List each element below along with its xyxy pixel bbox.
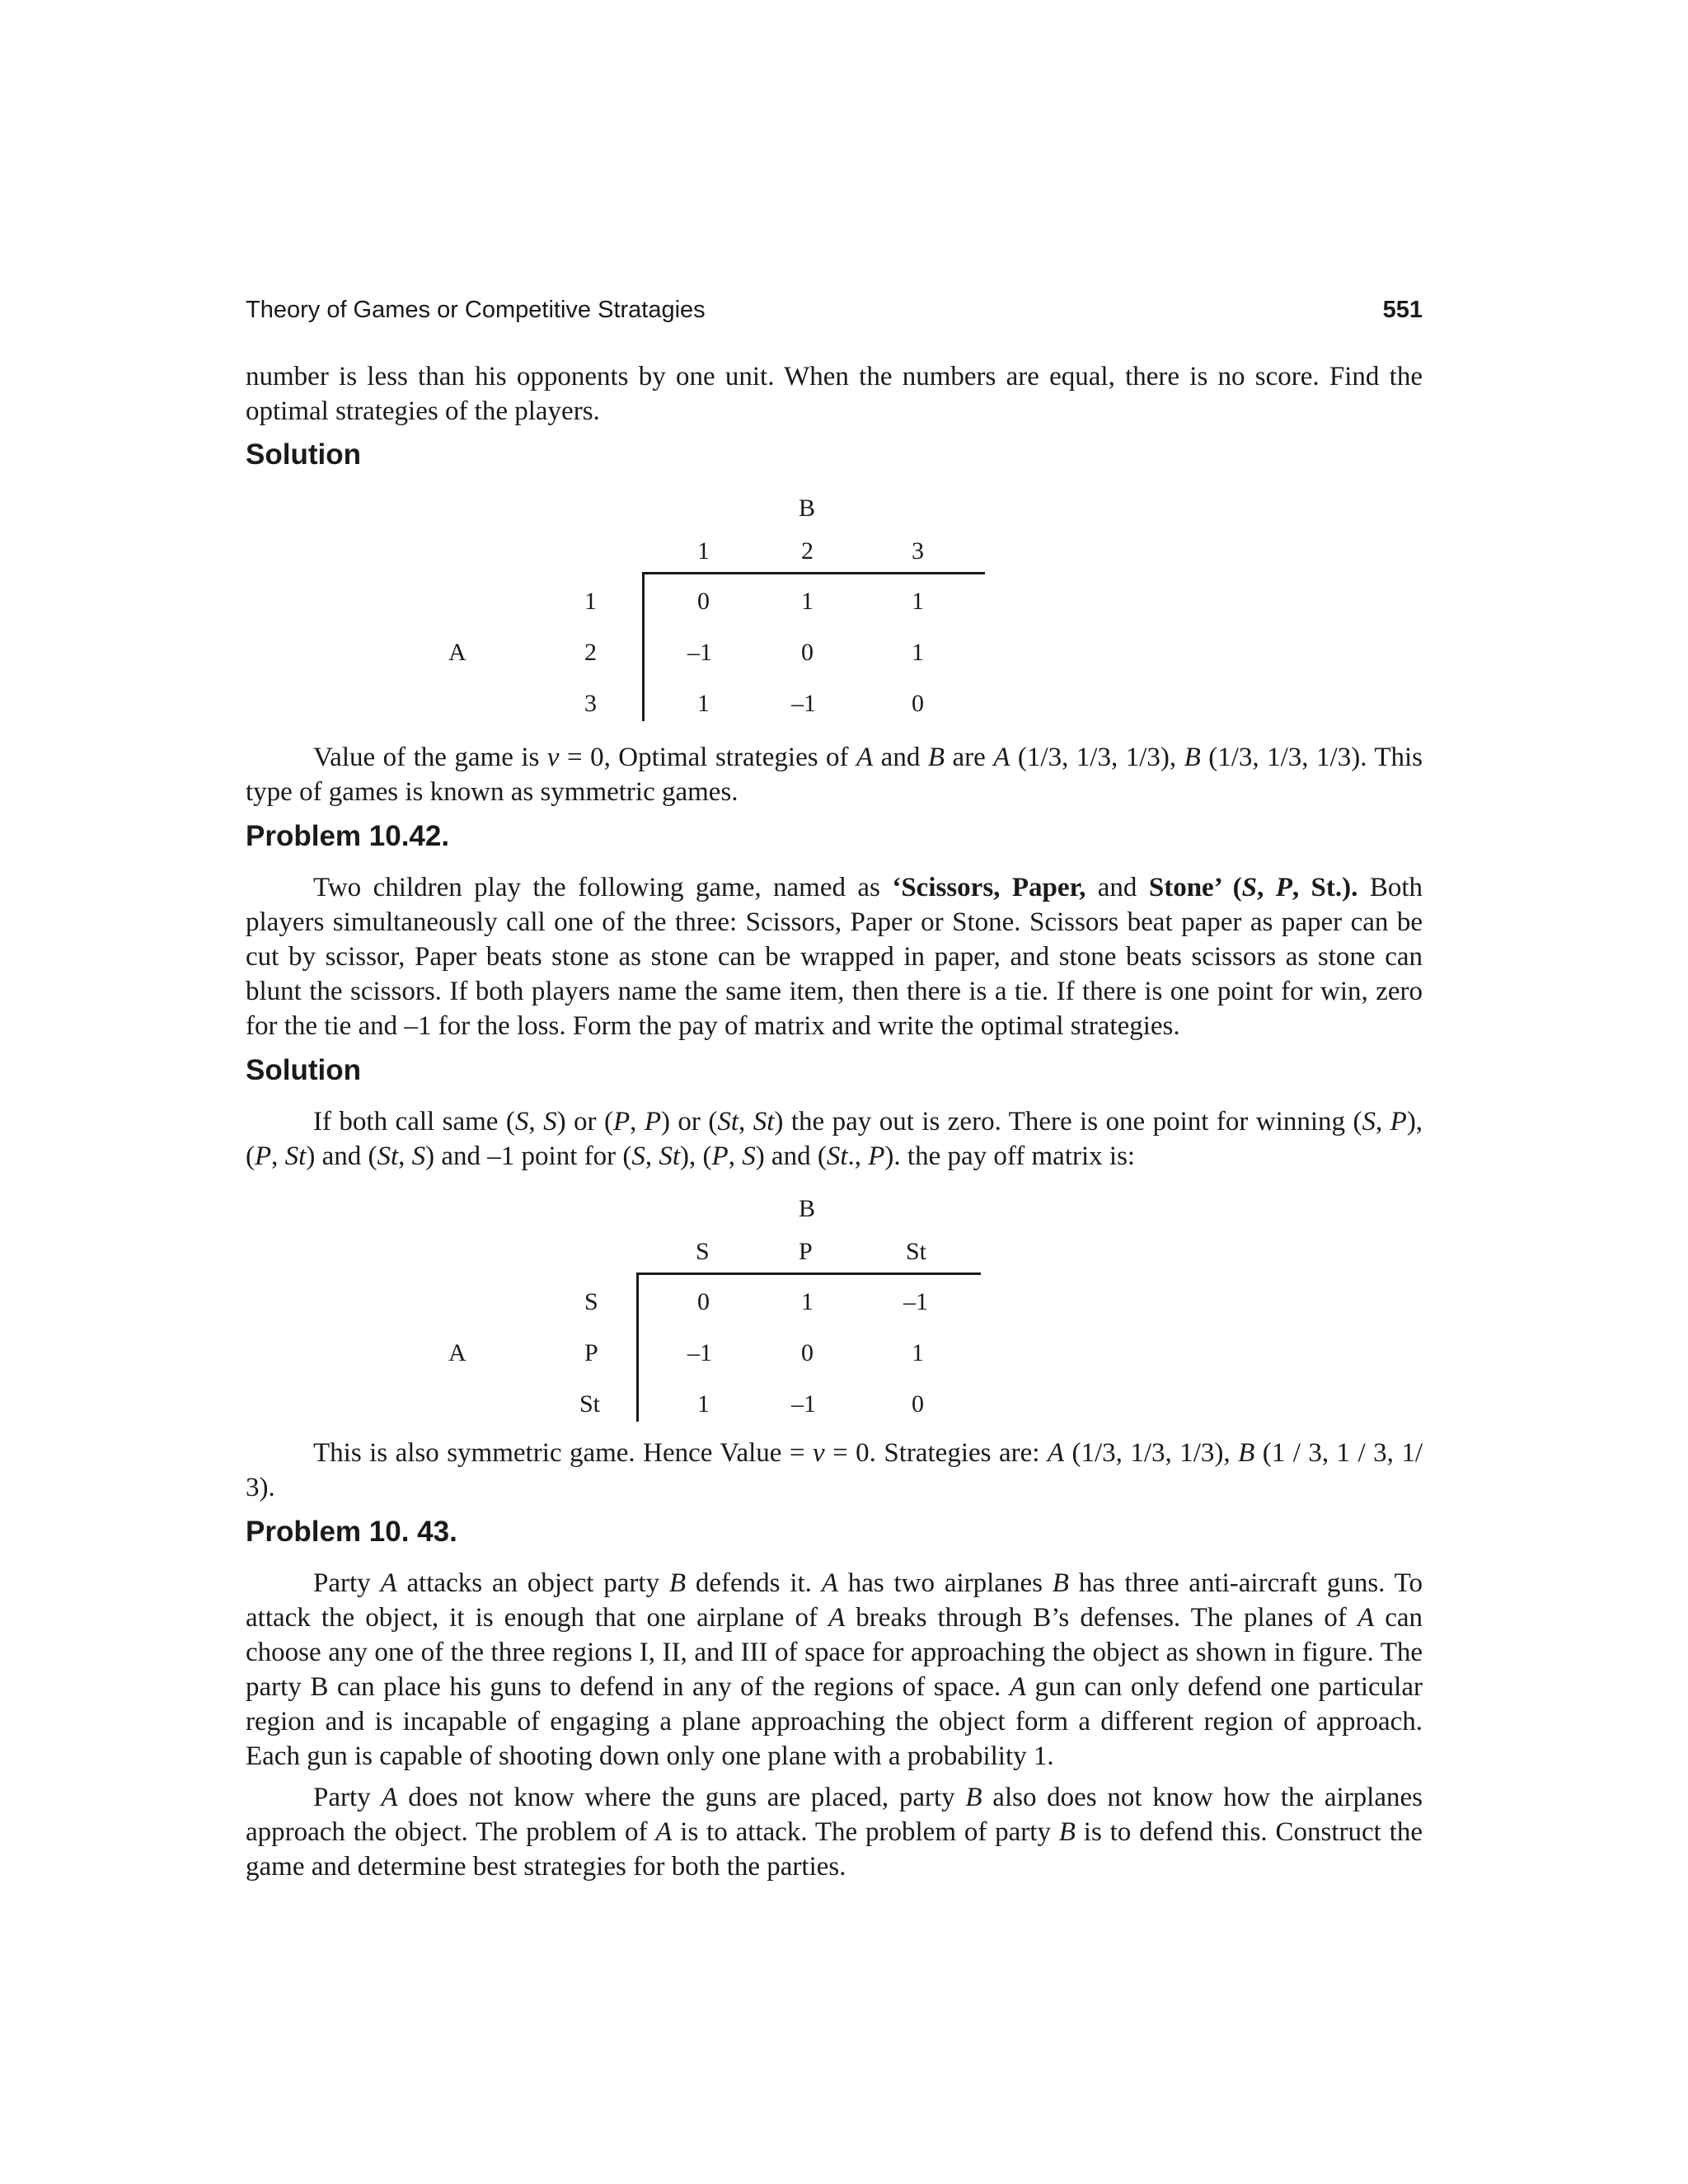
matrix-2-cell: 1	[697, 1390, 710, 1418]
page-header	[246, 297, 1423, 330]
matrix-1-cell: 0	[801, 639, 814, 666]
matrix-1-col-label: 3	[912, 537, 924, 565]
matrix-2-col-label: St	[906, 1238, 927, 1265]
matrix-1-cell: 1	[801, 588, 814, 615]
problem-10-43-heading: Problem 10. 43.	[246, 1516, 457, 1548]
matrix-1-col-player: B	[799, 494, 816, 522]
payoff-matrix-1	[246, 494, 1423, 725]
problem-10-42-heading: Problem 10.42.	[246, 820, 450, 852]
intro-line-1: number is less than his opponents by one unit. When the numbers are equal, there is no score. Find the	[246, 362, 1423, 391]
matrix-2-cell: 0	[801, 1339, 814, 1366]
matrix-1-cell: 1	[912, 588, 924, 615]
matrix-2-cell: 1	[912, 1339, 924, 1366]
matrix-1-row-label: 1	[584, 588, 597, 615]
matrix-2-cell: 0	[697, 1288, 710, 1315]
matrix-2-row-player: A	[448, 1339, 467, 1366]
payoff-matrix-2	[246, 1195, 1423, 1426]
matrix-2-cell: –1	[791, 1390, 816, 1418]
matrix-1-cell: 0	[912, 690, 924, 717]
matrix-1-cell: –1	[791, 690, 816, 717]
matrix-1-col-label: 1	[697, 537, 710, 565]
problem-10-43-paragraph-2: Party A does not know where the guns are placed, party B also does not know how the airplanes approach the object. The problem of A is to attack. The problem of party B is to defend this. Construct the game and determine best strategies for both the parties.	[246, 1783, 1423, 1882]
running-title: Theory of Games or Competitive Stratagies	[246, 297, 706, 323]
matrix-2-row-label: St	[579, 1390, 601, 1418]
page-number: 551	[1382, 297, 1423, 323]
matrix-2-cell: –1	[687, 1339, 712, 1366]
matrix-2-row-label: S	[584, 1288, 598, 1315]
matrix-1-cell: 1	[912, 639, 924, 666]
matrix-1-row-label: 2	[584, 639, 597, 666]
solution-2-conclusion: This is also symmetric game. Hence Value = v = 0. Strategies are: A (1/3, 1/3, 1/3), B (1 / 3, 1 / 3, 1/ 3).	[246, 1438, 1423, 1502]
solution-2-text: If both call same (S, S) or (P, P) or (St, St) the pay out is zero. There is one point for winning (S, P), (P, St) and (St, S) and –1 point for (S, St), (P, S) and (St., P). the pay off matrix is:	[246, 1107, 1423, 1171]
matrix-2-col-label: P	[799, 1238, 813, 1265]
matrix-2-cell: –1	[903, 1288, 928, 1315]
matrix-1-row-player: A	[448, 639, 467, 666]
matrix-2-cell: 1	[801, 1288, 814, 1315]
matrix-2-cell: 0	[912, 1390, 924, 1418]
matrix-1-left-rule	[642, 572, 645, 721]
matrix-2-top-rule	[638, 1272, 981, 1275]
matrix-1-cell: 1	[697, 690, 710, 717]
matrix-2-col-label: S	[696, 1238, 710, 1265]
matrix-1-top-rule	[644, 572, 985, 574]
matrix-2-left-rule	[636, 1272, 639, 1422]
solution-2-heading: Solution	[246, 1054, 361, 1086]
matrix-1-cell: 0	[697, 588, 710, 615]
problem-10-42-text: Two children play the following game, named as ‘Scissors, Paper, and Stone’ (S, P, St.). Both players simultaneously call one of the three: Scissors, Paper or Stone. Scissors beat paper as paper can be cut by scissor, Paper beats stone as stone can be wrapped in paper, and stone beats scissors as stone can blunt the scissors. If both players name the same item, then there is a tie. If there is one point for win, zero for the tie and –1 for the loss. Form the pay of matrix and write the optimal strategies.	[246, 873, 1423, 1041]
matrix-2-col-player: B	[799, 1195, 816, 1222]
matrix-1-row-label: 3	[584, 690, 597, 717]
problem-10-43-paragraph-1: Party A attacks an object party B defends it. A has two airplanes B has three anti-aircraft guns. To attack the object, it is enough that one airplane of A breaks through B’s defenses. The planes of A can choose any one of the three regions I, II, and III of space for approaching the object as shown in figure. The party B can place his guns to defend in any of the regions of space. A gun can only defend one particular region and is incapable of engaging a plane approaching the object form a different region of approach. Each gun is capable of shooting down only one plane with a probability 1.	[246, 1568, 1423, 1771]
matrix-1-col-label: 2	[801, 537, 814, 565]
solution-1-text: Value of the game is v = 0, Optimal strategies of A and B are A (1/3, 1/3, 1/3), B (1/3, 1/3, 1/3). This type of games is known as symmetric games.	[246, 743, 1423, 807]
matrix-2-row-label: P	[584, 1339, 598, 1366]
intro-line-2: optimal strategies of the players.	[246, 396, 600, 426]
solution-1-heading: Solution	[246, 438, 361, 471]
intro-paragraph	[246, 359, 1423, 429]
matrix-1-cell: –1	[687, 639, 712, 666]
